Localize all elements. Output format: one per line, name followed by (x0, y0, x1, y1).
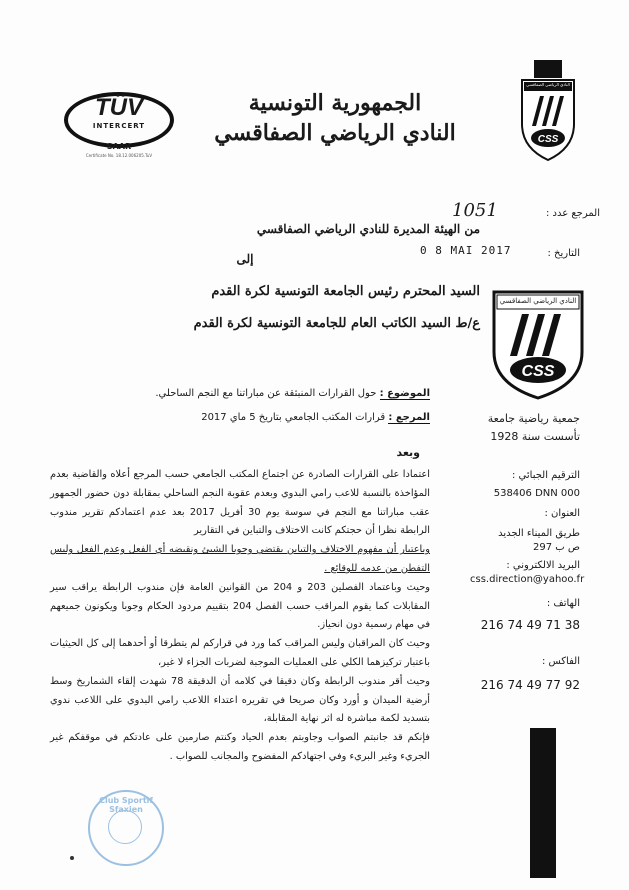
stamp-inner-ring-icon (108, 810, 142, 844)
tuv-intercert: INTERCERT (92, 122, 146, 130)
email-value: css.direction@yahoo.fr (470, 574, 585, 585)
paragraph-3: وحيث وباعتماد الفصلين 203 و 204 من القوانين العامة فإن مندوب الرابطة يراقب سير المقابلات كما يقوم المراقب حسب الفصل 204 بتقييم مردود الحكام وجوبا ويكونون جميعهم في مهام رسمية دون انحياز. (50, 581, 430, 631)
logo-mid-label: النادي الرياضي الصفاقسي (499, 297, 577, 305)
greeting: وبعد (396, 446, 420, 459)
decorative-side-bar (530, 728, 556, 878)
tax-label: الترقيم الجبائي : (511, 470, 580, 481)
ref-label: المرجع عدد : (545, 208, 600, 219)
css-shield-large-icon (492, 290, 584, 400)
date-label: التاريخ : (547, 248, 580, 259)
reference-line (100, 412, 430, 423)
paragraph-4: وحيث كان المراقبان وليس المراقب كما ورد في قراركم لم يتطرقا أو أحدهما إلى كل الحيثيات باعتبار تركيزهما الكلي على العمليات الموجبة لضربات الجزاء لا غير، (50, 638, 430, 668)
to-line: إلى (236, 252, 254, 266)
tuv-logo (64, 92, 174, 162)
tax-value: 538406 DNN 000 (493, 488, 580, 499)
css-logo-middle (492, 290, 584, 400)
tuv-saar: SAAR (106, 142, 132, 151)
dot-mark (70, 856, 74, 860)
logo-mid-text: CSS (521, 363, 555, 380)
ref-value: 1051 (452, 200, 498, 221)
reference-text: قرارات المكتب الجامعي بتاريخ 5 ماي 2017 (201, 412, 386, 423)
tuv-certificate: Certificate No. 18.12.006205.TuV (85, 153, 153, 158)
addressee-line2: ع/ط السيد الكاتب العام للجامعة التونسية لكرة القدم (193, 316, 480, 331)
fax-label: الفاكس : (542, 656, 580, 667)
phone-value: 216 74 49 71 38 (480, 618, 580, 632)
css-shield-icon (520, 78, 576, 162)
paragraph-2: وباعتبار أن مفهوم الاختلاف والتباين يقتضي وجوبا الشيئ ونقيضه أي الفعل وعدم الفعل وليس التفطن من عدمه للوقائع . (50, 544, 430, 574)
subject-text: حول القرارات المنبثقة عن مباراتنا مع النجم الساحلي. (155, 388, 377, 399)
from-line: من الهيئة المديرة للنادي الرياضي الصفاقسي (256, 222, 480, 236)
letter-body (50, 466, 430, 767)
logo-top-text: CSS (537, 134, 559, 145)
paragraph-1: اعتمادا على القرارات الصادرة عن اجتماع المكتب الجامعي حسب المرجع أعلاه والقاضية بعدم المؤاخذة بالنسبة للاعب رامي البدوي وبعدم عقوبة النجم الساحلي بمقابلة دون حضور الجمهور عقب مباراتنا مع النجم في سوسة يوم 30 أفريل 2017 بعد عدم اعتمادكم تقرير مندوب الرابطة نظرا أن حجتكم كانت الاختلاف والتباين في التقارير (50, 469, 430, 537)
address-line1: طريق الميناء الجديد (498, 528, 580, 539)
logo-top-label: النادي الرياضي الصفاقسي (526, 82, 570, 87)
address-line2: ص ب 297 (533, 542, 580, 553)
letterhead-title (210, 88, 460, 148)
paragraph-5: وحيث أقر مندوب الرابطة وكان دقيقا في كلامه أن الدقيقة 78 شهدت إلقاء الشماريخ وسط أرضية الميدان و أورد وكان صريحا في تقريره اعتداء اللاعب رامي البدوي على اللاعب ندوي بتسديد لكمة مباشرة له اثر نهاية المقابلة، (50, 675, 430, 725)
tuv-logo-text: TÜV (95, 94, 143, 121)
club-line1: جمعية رياضية جامعة (487, 412, 580, 425)
addressee-line1: السيد المحترم رئيس الجامعة التونسية لكرة القدم (211, 284, 480, 299)
reference-label: المرجع : (388, 412, 430, 423)
email-label: البريد الالكتروني : (506, 560, 580, 571)
fax-value: 216 74 49 77 92 (480, 678, 580, 692)
address-label: العنوان : (544, 508, 580, 519)
paragraph-6: فإنكم قد جانبتم الصواب وجاوبتم بعدم الحياد وكنتم صارمين على عادتكم في موقفكم غير الجريء وغير البريء وفي اجتهادكم المفضوح والمجانب للصواب . (50, 732, 430, 762)
phone-label: الهاتف : (546, 598, 580, 609)
republic-title: الجمهورية التونسية (248, 90, 422, 116)
stamp-text: Club Sportif Sfaxien (99, 796, 153, 814)
club-stamp (88, 790, 164, 866)
subject-line (100, 388, 430, 399)
date-stamp: 0 8 MAI 2017 (420, 244, 512, 257)
club-line2: تأسست سنة 1928 (490, 430, 580, 443)
subject-label: الموضوع : (379, 388, 430, 399)
club-title: النادي الرياضي الصفاقسي (214, 120, 456, 146)
css-logo-top (520, 60, 576, 162)
logo-bar-icon (534, 60, 562, 78)
